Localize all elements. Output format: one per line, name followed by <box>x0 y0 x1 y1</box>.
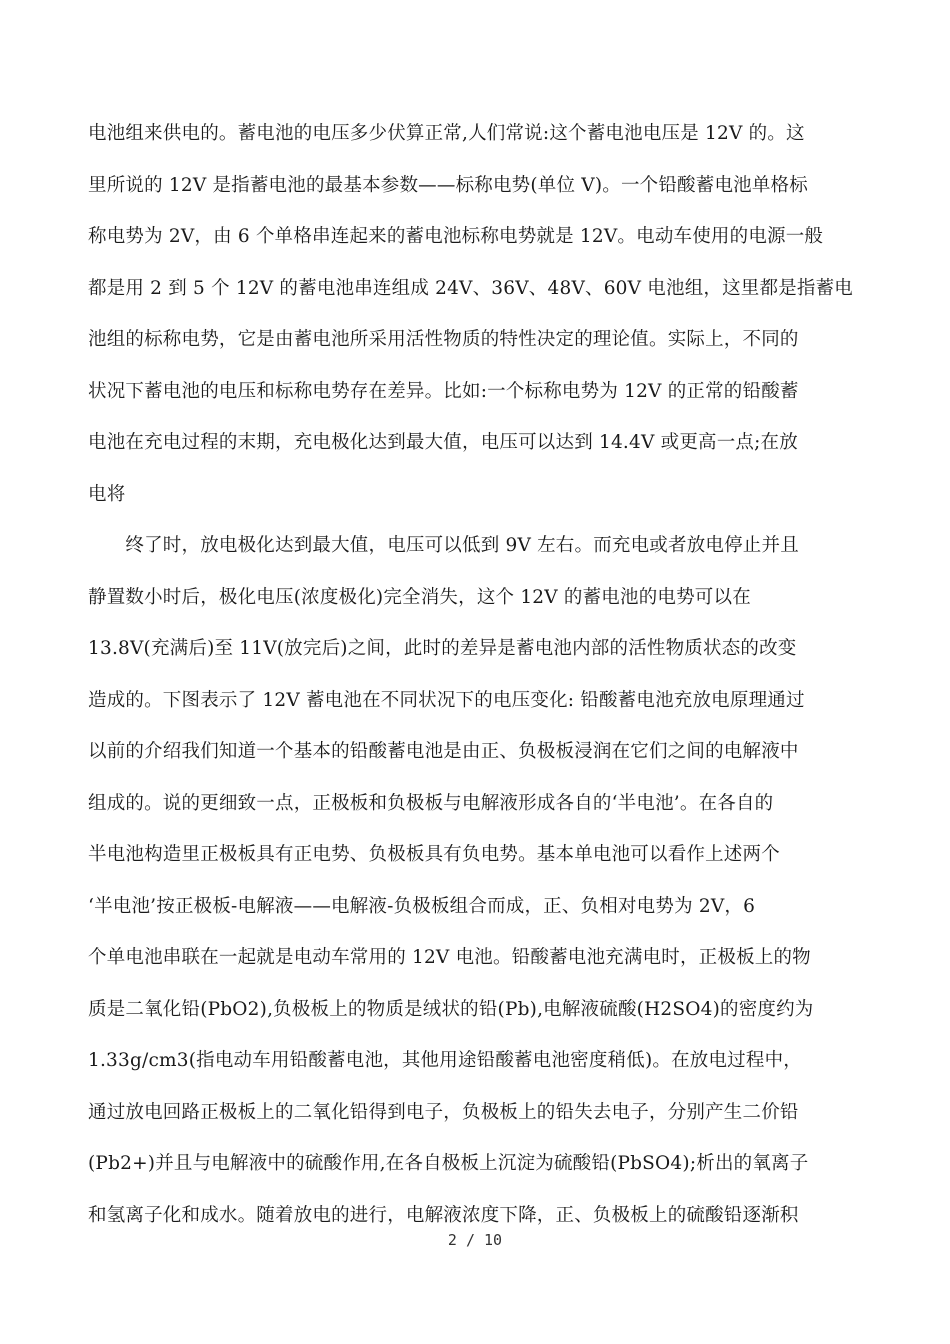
text-line: 和氢离子化和成水。随着放电的进行，电解液浓度下降，正、负极板上的硫酸铅逐渐积 <box>88 1204 799 1226</box>
text-line: ‘半电池’按正极板-电解液——电解液-负极板组合而成，正、负相对电势为 2V，6 <box>88 895 756 917</box>
text-line: 以前的介绍我们知道一个基本的铅酸蓄电池是由正、负极板浸润在它们之间的电解液中 <box>88 741 799 762</box>
page-number: 2 / 10 <box>447 1231 503 1249</box>
text-line: 个单电池串联在一起就是电动车常用的 12V 电池。铅酸蓄电池充满电时，正极板上的物 <box>88 947 811 968</box>
text-line: 电将 <box>88 483 126 505</box>
text-line: 造成的。下图表示了 12V 蓄电池在不同状况下的电压变化: 铅酸蓄电池充放电原理通过 <box>88 689 805 711</box>
text-line: 1.33g/cm3(指电动车用铅酸蓄电池，其他用途铅酸蓄电池密度稍低)。在放电过程中， <box>88 1050 802 1071</box>
text-line: (Pb2+)并且与电解液中的硫酸作用,在各自极板上沉淀为硫酸铅(PbSO4);析出的氧离子 <box>88 1153 809 1174</box>
text-line: 质是二氧化铅(PbO2),负极板上的物质是绒状的铅(Pb),电解液硫酸(H2SO4)的密度约为 <box>88 998 814 1020</box>
text-line: 静置数小时后，极化电压(浓度极化)完全消失，这个 12V 的蓄电池的电势可以在 <box>88 586 751 608</box>
text-line: 都是用 2 到 5 个 12V 的蓄电池串连组成 24V、36V、48V、60V 电池组，这里都是指蓄电 <box>88 277 853 299</box>
text-line: 通过放电回路正极板上的二氧化铅得到电子，负极板上的铅失去电子，分别产生二价铅 <box>88 1101 799 1123</box>
text-line: 终了时，放电极化达到最大值，电压可以低到 9V 左右。而充电或者放电停止并且 <box>88 535 799 556</box>
text-line: 电池组来供电的。蓄电池的电压多少伏算正常,人们常说:这个蓄电池电压是 12V 的。这 <box>88 123 805 144</box>
text-line: 里所说的 12V 是指蓄电池的最基本参数——标称电势(单位 V)。一个铅酸蓄电池单格标 <box>88 174 808 196</box>
text-line: 13.8V(充满后)至 11V(放完后)之间，此时的差异是蓄电池内部的活性物质状态的改变 <box>88 638 797 659</box>
body-text <box>88 108 868 1241</box>
text-line: 称电势为 2V，由 6 个单格串连起来的蓄电池标称电势就是 12V。电动车使用的电源一般 <box>88 226 824 247</box>
text-line: 半电池构造里正极板具有正电势、负极板具有负电势。基本单电池可以看作上述两个 <box>88 844 780 865</box>
text-line: 电池在充电过程的末期，充电极化达到最大值，电压可以达到 14.4V 或更高一点;在放 <box>88 432 798 453</box>
text-line: 组成的。说的更细致一点，正极板和负极板与电解液形成各自的‘半电池’。在各自的 <box>88 792 774 814</box>
text-line: 状况下蓄电池的电压和标称电势存在差异。比如:一个标称电势为 12V 的正常的铅酸蓄 <box>88 380 799 402</box>
text-line: 池组的标称电势，它是由蓄电池所采用活性物质的特性决定的理论值。实际上，不同的 <box>88 329 799 350</box>
